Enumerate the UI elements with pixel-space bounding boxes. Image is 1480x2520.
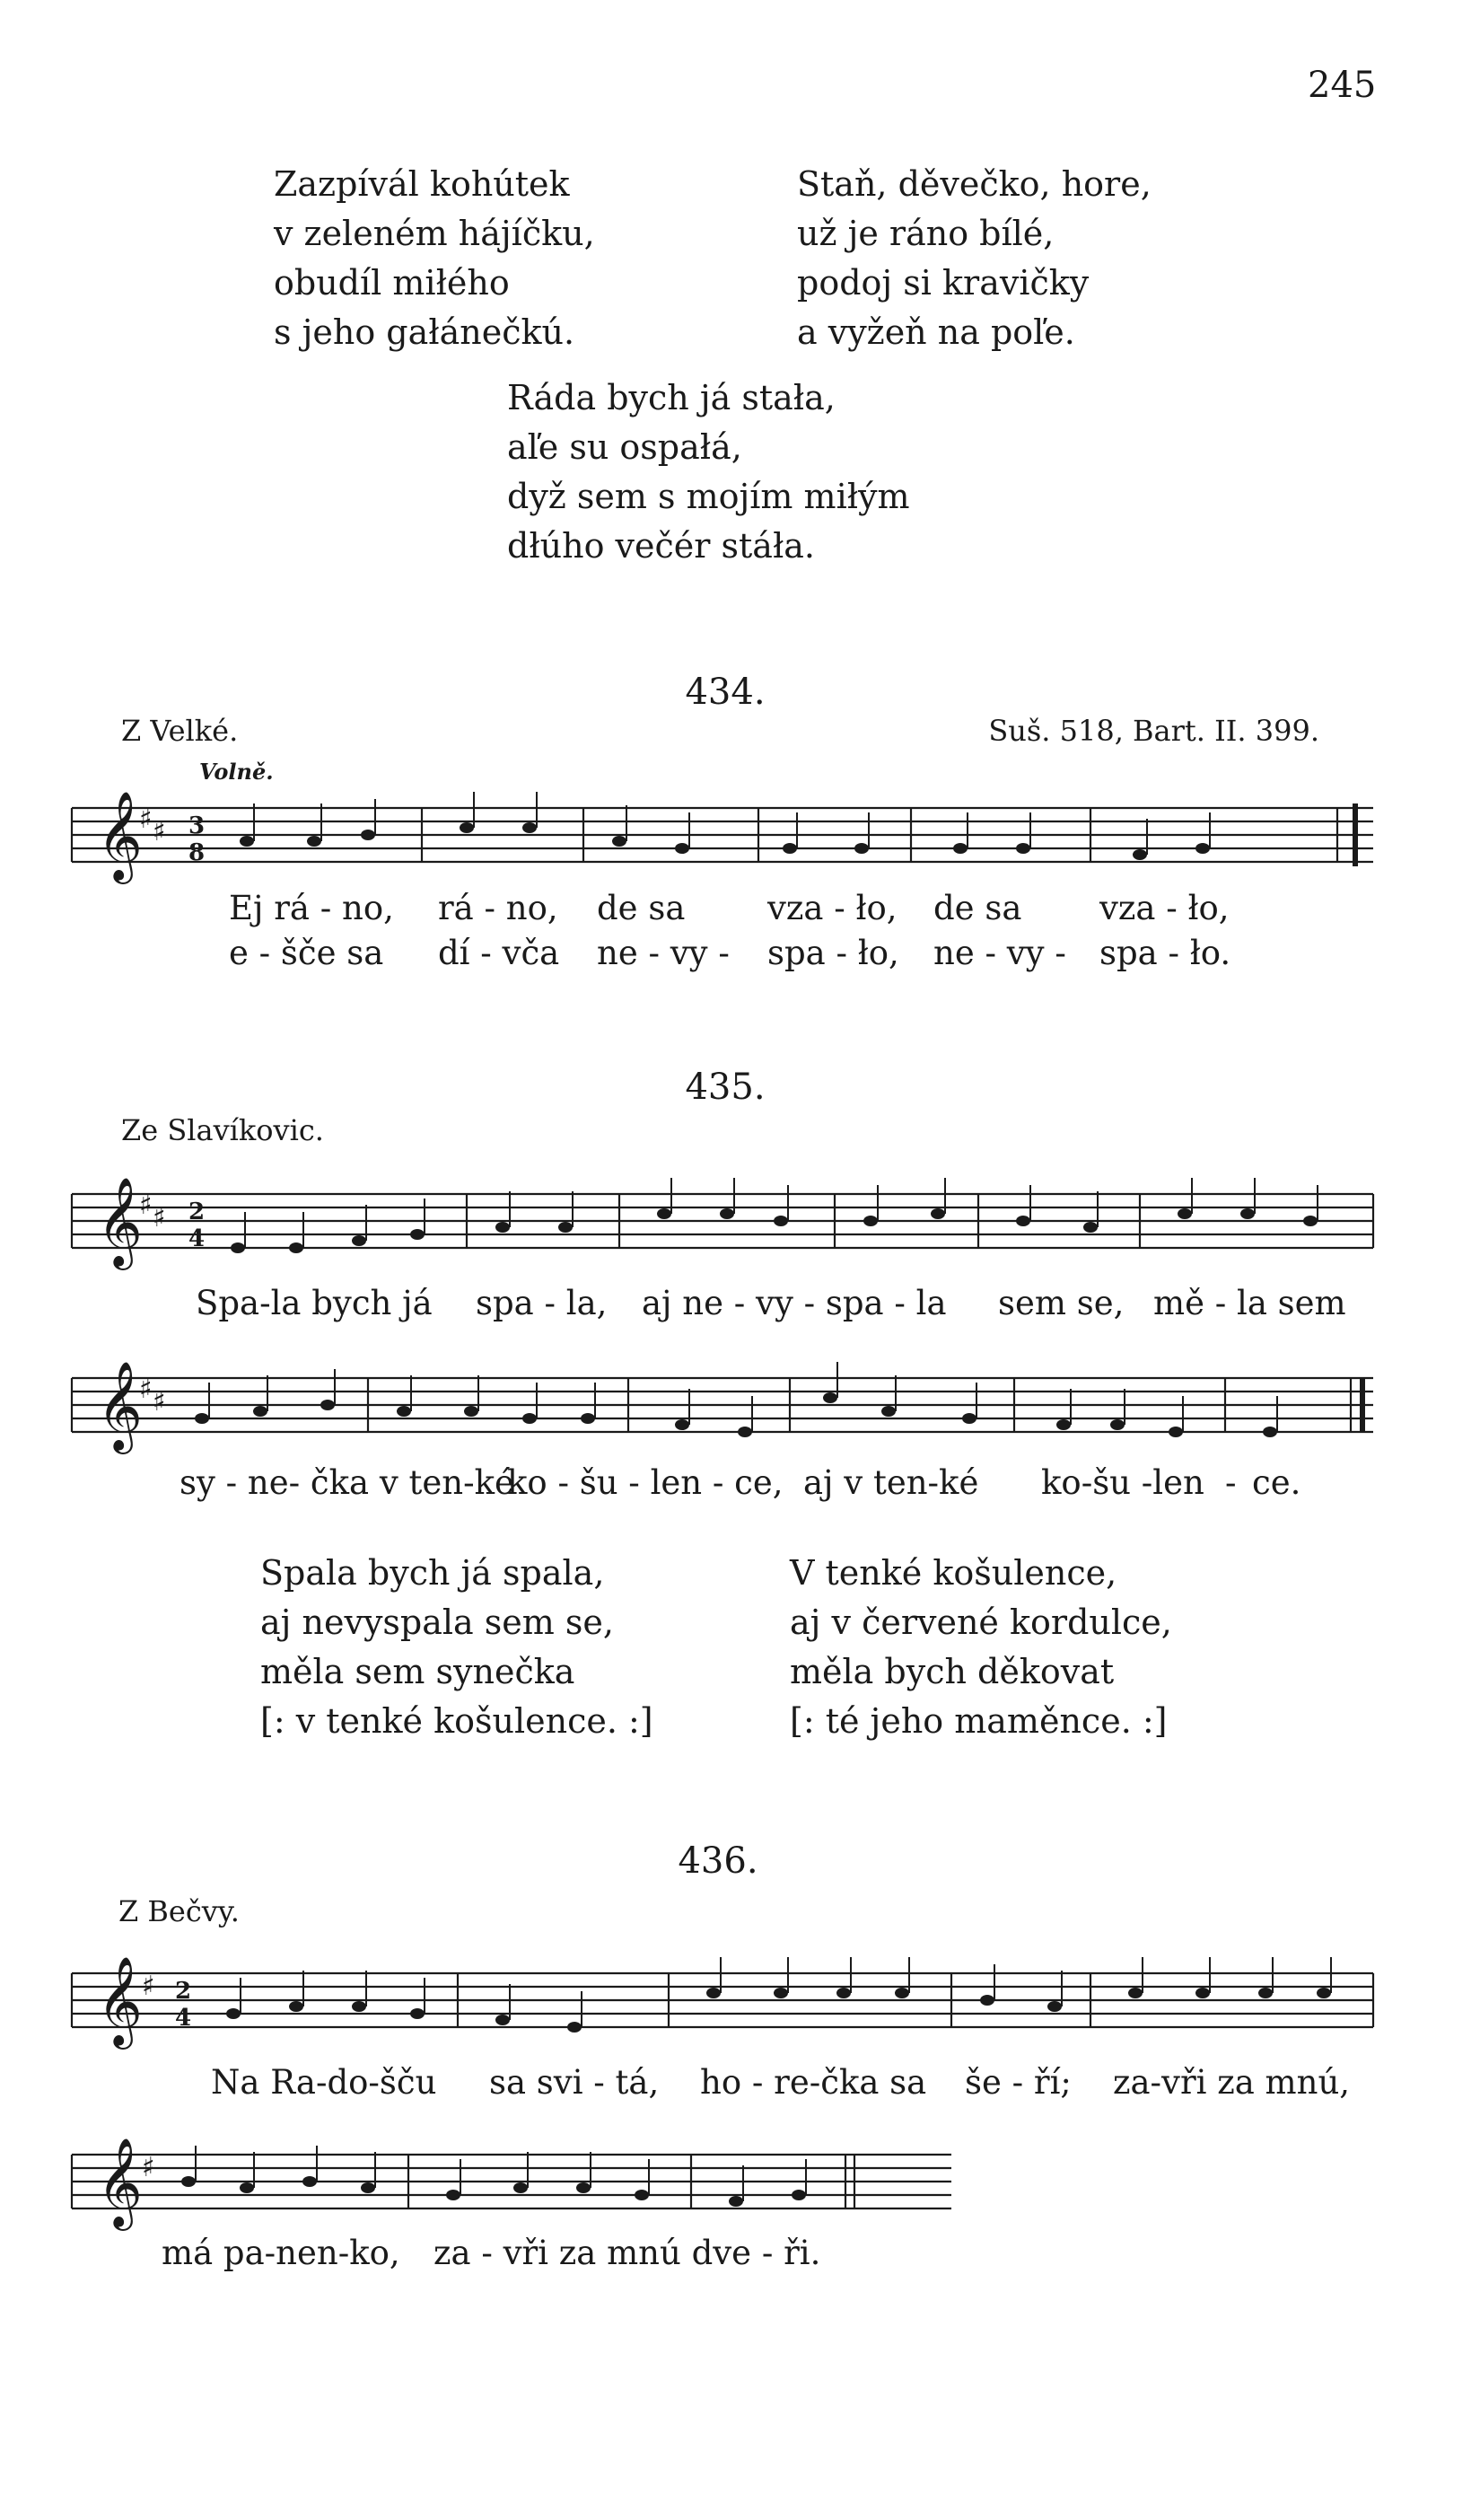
- verse-line: V tenké košulence,: [790, 1553, 1117, 1593]
- lyric-syllable: mě - la sem: [1153, 1284, 1346, 1322]
- verse-line: aj v červené kordulce,: [790, 1602, 1172, 1642]
- lyric-syllable: rá - no,: [438, 889, 558, 927]
- lyric-syllable: še - ří;: [965, 2063, 1072, 2102]
- lyric-syllable: sa svi - tá,: [489, 2063, 660, 2102]
- lyric-syllable: dí - vča: [438, 934, 560, 972]
- song-origin: Z Velké.: [121, 714, 239, 748]
- svg-text:♯: ♯: [153, 1202, 166, 1234]
- lyric-syllable: Ej rá - no,: [229, 889, 394, 927]
- lyrics-line-434-2: [0, 934, 1480, 979]
- lyric-syllable: sy - ne- čka v ten-ké: [180, 1463, 514, 1502]
- svg-text:♯: ♯: [142, 2152, 155, 2183]
- svg-text:♯: ♯: [139, 1190, 153, 1221]
- svg-text:♯: ♯: [153, 816, 166, 847]
- svg-text:𝄞: 𝄞: [97, 791, 143, 881]
- verse-line: s jeho gałánečkú.: [274, 312, 575, 352]
- song-number-434: 434.: [685, 672, 766, 713]
- lyric-syllable: Na Ra-do-šču: [211, 2063, 437, 2102]
- lyric-syllable: sem se,: [998, 1284, 1125, 1322]
- music-staff-435-1: [0, 1158, 1480, 1302]
- lyric-syllable: -: [1225, 1463, 1237, 1502]
- verse-line: dyž sem s mojím miłým: [507, 477, 910, 516]
- lyric-syllable: za-vři za mnú,: [1113, 2063, 1351, 2102]
- lyric-syllable: de sa: [933, 889, 1022, 927]
- song-number-435: 435.: [685, 1067, 766, 1108]
- verse-line: Spala bych já spala,: [260, 1553, 605, 1593]
- verse-line: obudíl miłého: [274, 263, 510, 303]
- svg-text:𝄞: 𝄞: [97, 1361, 143, 1451]
- lyric-syllable: e - šče sa: [229, 934, 384, 972]
- svg-text:♯: ♯: [139, 1374, 153, 1405]
- lyric-syllable: má pa-nen-ko,: [162, 2234, 400, 2272]
- svg-text:4: 4: [188, 1225, 206, 1252]
- lyric-syllable: vza - ło,: [1099, 889, 1230, 927]
- svg-text:♯: ♯: [142, 1971, 155, 2002]
- verse-line: [: v tenké košulence. :]: [260, 1701, 653, 1741]
- verse-435-left: [260, 1549, 653, 1746]
- svg-text:𝄞: 𝄞: [97, 1956, 143, 2046]
- svg-text:♯: ♯: [139, 803, 153, 835]
- verse-line: v zeleném hájíčku,: [274, 214, 595, 253]
- verse-line: měla bych děkovat: [790, 1652, 1115, 1691]
- svg-text:♯: ♯: [153, 1386, 166, 1418]
- lyric-syllable: spa - ło,: [767, 934, 899, 972]
- lyric-syllable: Spa-la bych já: [196, 1284, 433, 1322]
- svg-text:2: 2: [188, 1199, 206, 1225]
- verse-435-right: [790, 1549, 1172, 1746]
- lyrics-line-435-2: [0, 1463, 1480, 1508]
- verse-line: Zazpívál kohútek: [274, 164, 570, 204]
- svg-text:4: 4: [175, 2005, 192, 2032]
- lyrics-line-434-1: [0, 889, 1480, 934]
- song-number-436: 436.: [678, 1840, 758, 1882]
- verse-left: [274, 160, 595, 357]
- svg-text:𝄞: 𝄞: [97, 2138, 143, 2227]
- verse-right: [797, 160, 1152, 357]
- lyrics-line-436-1: [0, 2063, 1480, 2108]
- svg-text:3: 3: [188, 812, 206, 839]
- verse-line: dłúho večér stáła.: [507, 526, 816, 566]
- lyric-syllable: ho - re-čka sa: [700, 2063, 927, 2102]
- verse-center: [507, 373, 910, 571]
- svg-text:𝄞: 𝄞: [97, 1177, 143, 1267]
- lyric-syllable: ne - vy -: [933, 934, 1066, 972]
- lyric-syllable: ko-šu -len: [1041, 1463, 1204, 1502]
- svg-text:8: 8: [188, 839, 206, 866]
- svg-text:2: 2: [175, 1978, 192, 2005]
- page-number: 245: [1308, 65, 1377, 106]
- lyric-syllable: vza - ło,: [767, 889, 898, 927]
- lyric-syllable: ne - vy -: [597, 934, 730, 972]
- verse-line: a vyžeň na poľe.: [797, 312, 1075, 352]
- verse-line: už je ráno bílé,: [797, 214, 1055, 253]
- lyric-syllable: za - vři za mnú dve - ři.: [433, 2234, 821, 2272]
- verse-line: měla sem synečka: [260, 1652, 575, 1691]
- verse-line: Staň, děvečko, hore,: [797, 164, 1152, 204]
- verse-line: Ráda bych já stała,: [507, 378, 836, 417]
- lyric-syllable: spa - la,: [476, 1284, 608, 1322]
- song-reference: Suš. 518, Bart. II. 399.: [988, 714, 1319, 748]
- song-origin: Z Bečvy.: [118, 1894, 240, 1928]
- lyric-syllable: aj ne - vy - spa - la: [642, 1284, 947, 1322]
- lyric-syllable: spa - ło.: [1099, 934, 1231, 972]
- tempo-marking: Volně.: [199, 759, 274, 785]
- song-origin: Ze Slavíkovic.: [121, 1113, 324, 1147]
- verse-line: [: té jeho maměnce. :]: [790, 1701, 1168, 1741]
- lyric-syllable: ko - šu - len - ce,: [507, 1463, 784, 1502]
- lyrics-line-435-1: [0, 1284, 1480, 1329]
- lyric-syllable: ce.: [1252, 1463, 1301, 1502]
- verse-line: aľe su ospałá,: [507, 427, 742, 467]
- lyric-syllable: de sa: [597, 889, 686, 927]
- verse-line: aj nevyspala sem se,: [260, 1602, 614, 1642]
- lyrics-line-436-2: [0, 2234, 1480, 2279]
- verse-line: podoj si kravičky: [797, 263, 1090, 303]
- music-staff-436-1: [0, 1937, 1480, 2081]
- lyric-syllable: aj v ten-ké: [803, 1463, 979, 1502]
